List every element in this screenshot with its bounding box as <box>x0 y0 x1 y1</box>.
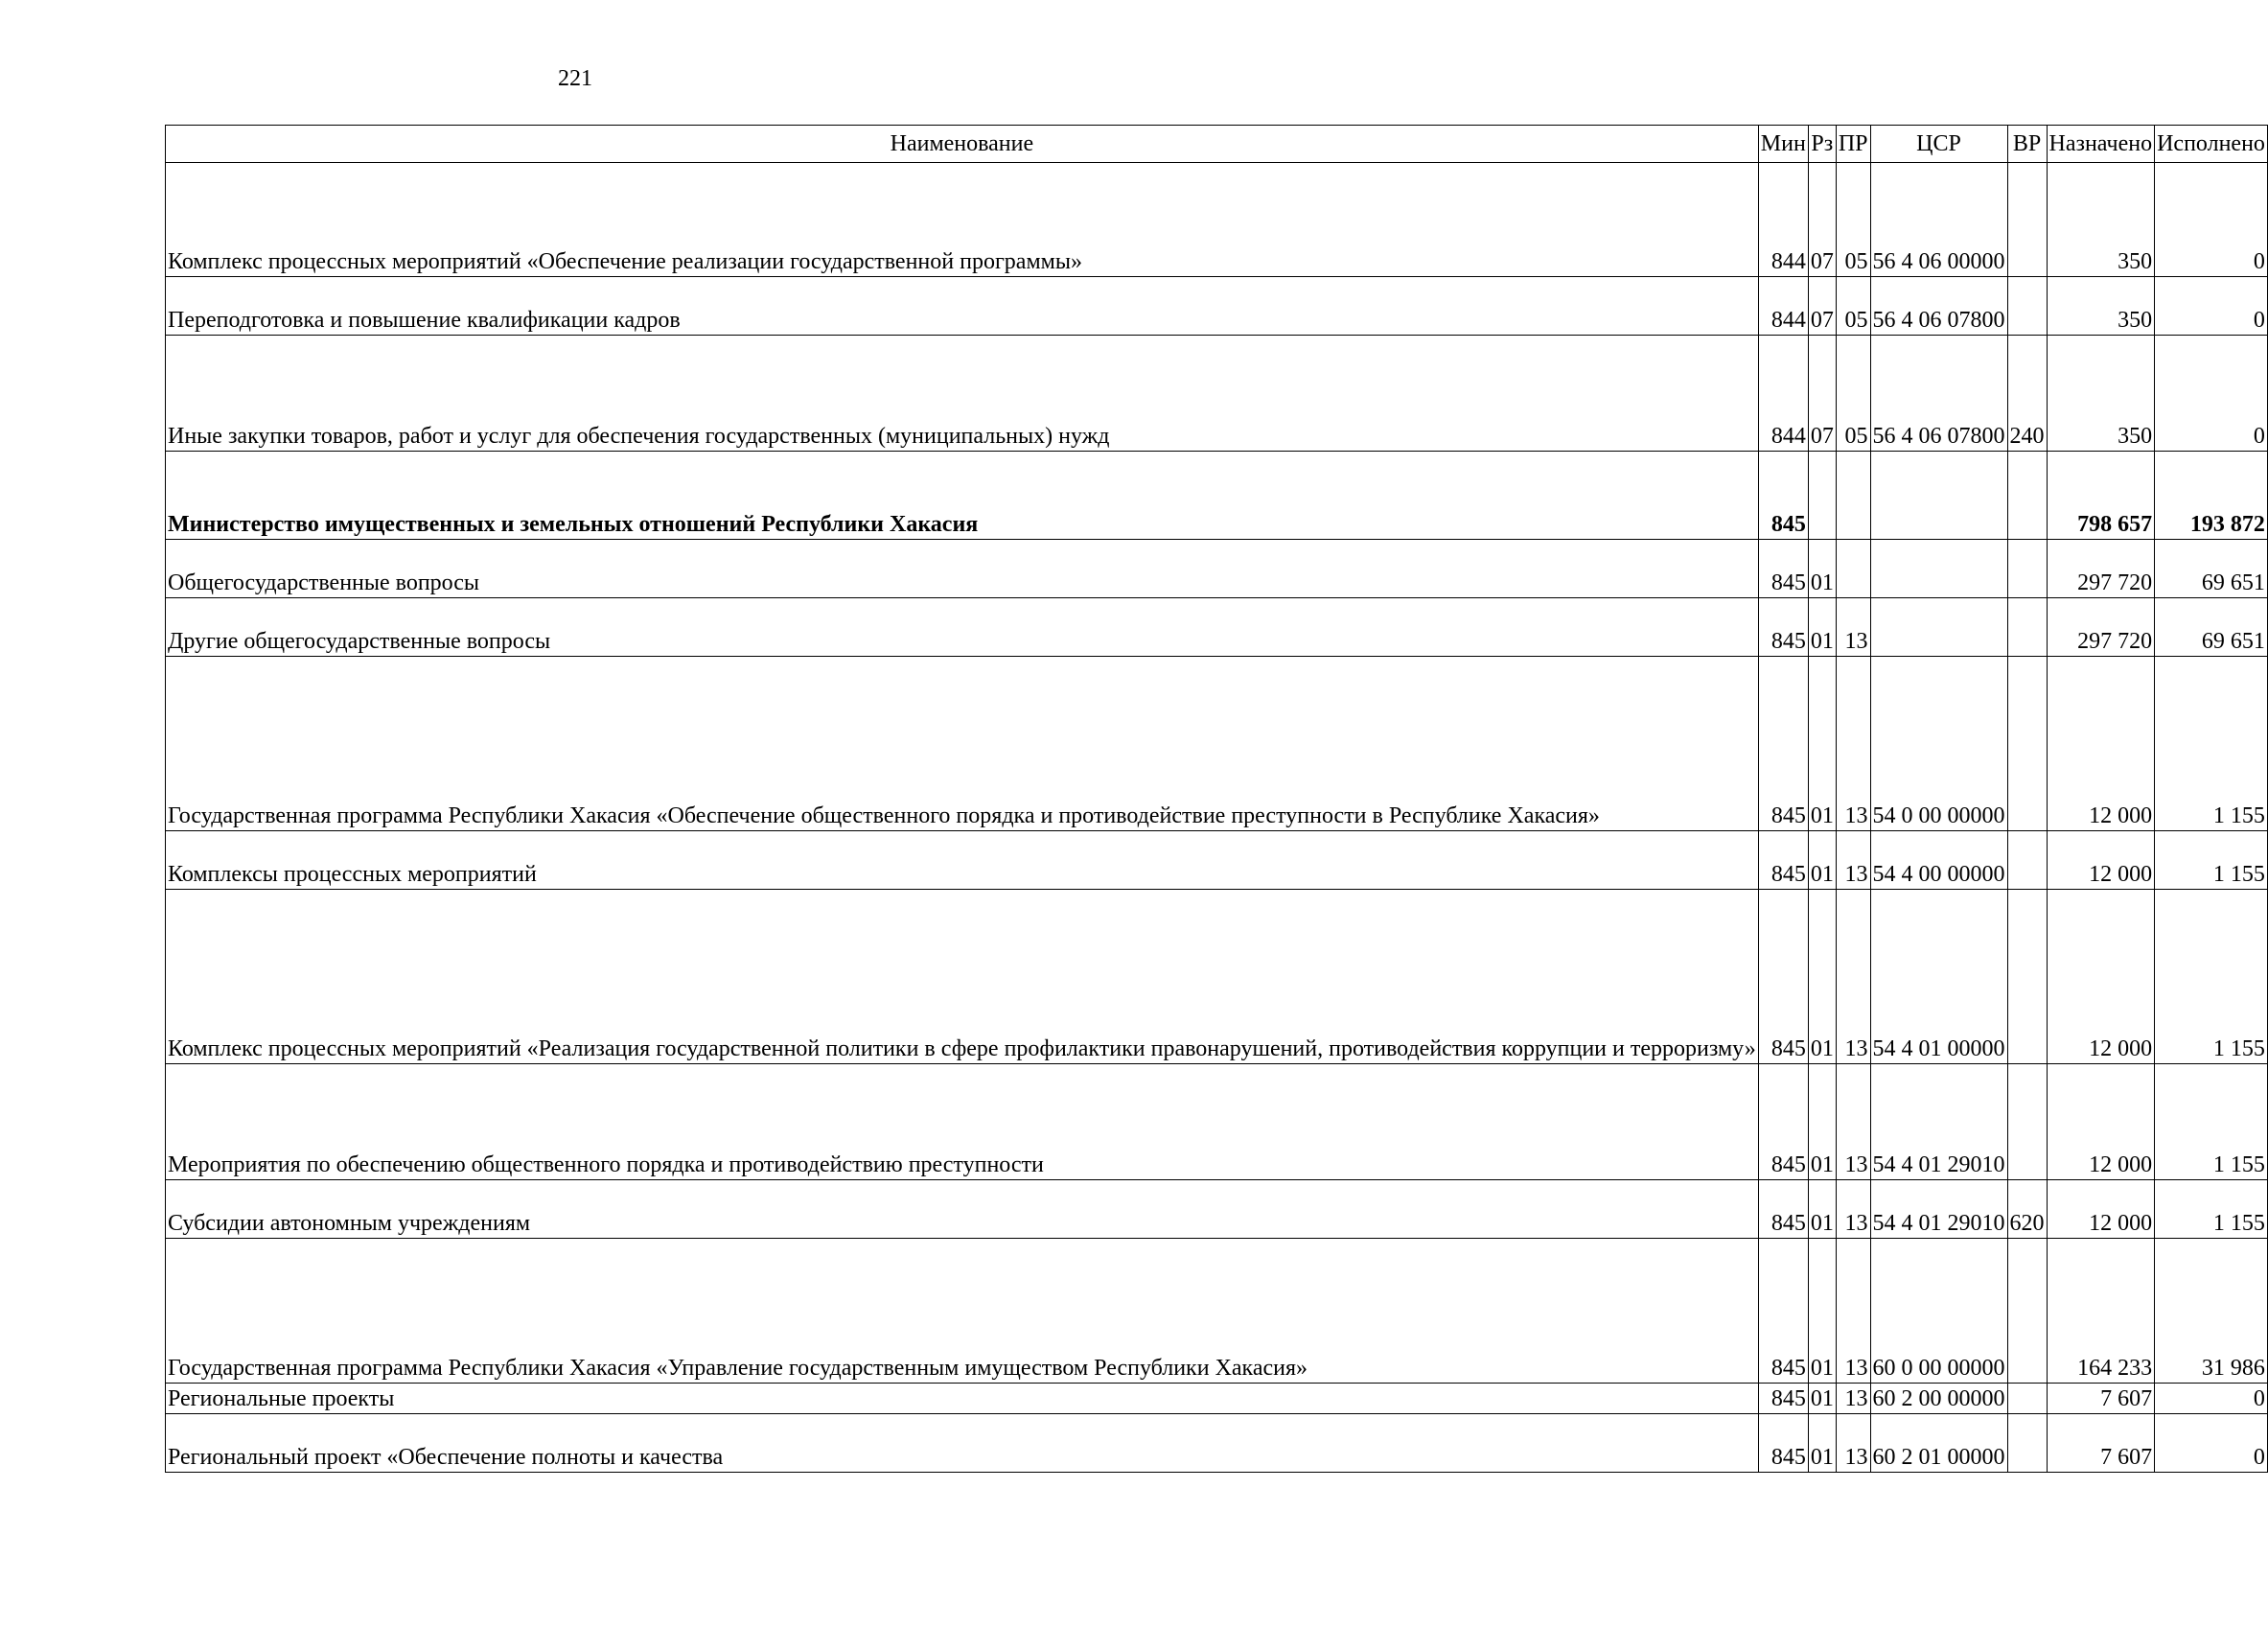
cell-nazn: 297 720 <box>2047 540 2155 598</box>
cell-rz: 01 <box>1808 1384 1836 1414</box>
cell-nazn: 350 <box>2047 277 2155 336</box>
cell-vr <box>2007 1384 2047 1414</box>
cell-csr: 54 4 01 29010 <box>1870 1180 2007 1239</box>
cell-name: Региональные проекты <box>166 1384 1759 1414</box>
cell-name: Региональный проект «Обеспечение полноты и качества <box>166 1414 1759 1473</box>
cell-rz: 01 <box>1808 831 1836 890</box>
header-name: Наименование <box>166 126 1759 163</box>
cell-rz: 01 <box>1808 657 1836 831</box>
cell-nazn: 798 657 <box>2047 452 2155 540</box>
cell-min: 845 <box>1758 1414 1808 1473</box>
cell-name: Комплексы процессных мероприятий <box>166 831 1759 890</box>
cell-pr: 13 <box>1836 1064 1870 1180</box>
cell-pr <box>1836 540 1870 598</box>
cell-rz: 01 <box>1808 1239 1836 1384</box>
cell-csr <box>1870 452 2007 540</box>
header-rz: Рз <box>1808 126 1836 163</box>
cell-isp: 1 155 <box>2155 890 2268 1064</box>
cell-nazn: 7 607 <box>2047 1414 2155 1473</box>
cell-csr: 54 4 01 00000 <box>1870 890 2007 1064</box>
budget-table <box>165 125 2268 1473</box>
cell-pr: 05 <box>1836 277 1870 336</box>
cell-pr <box>1836 452 1870 540</box>
table-row <box>166 336 2268 452</box>
cell-min: 844 <box>1758 336 1808 452</box>
cell-csr: 54 4 01 29010 <box>1870 1064 2007 1180</box>
cell-isp: 0 <box>2155 1384 2268 1414</box>
cell-rz: 01 <box>1808 1414 1836 1473</box>
page-number: 221 <box>558 66 592 91</box>
cell-nazn: 7 607 <box>2047 1384 2155 1414</box>
cell-csr: 54 4 00 00000 <box>1870 831 2007 890</box>
cell-vr <box>2007 890 2047 1064</box>
header-isp: Исполнено <box>2155 126 2268 163</box>
cell-name: Комплекс процессных мероприятий «Реализация государственной политики в сфере профилактики правонарушений, противодействия коррупции и терроризму» <box>166 890 1759 1064</box>
cell-vr <box>2007 1414 2047 1473</box>
cell-isp: 31 986 <box>2155 1239 2268 1384</box>
table-row <box>166 1414 2268 1473</box>
cell-nazn: 12 000 <box>2047 1180 2155 1239</box>
cell-min: 845 <box>1758 1384 1808 1414</box>
cell-pr: 13 <box>1836 890 1870 1064</box>
header-nazn: Назначено <box>2047 126 2155 163</box>
cell-csr: 56 4 06 07800 <box>1870 277 2007 336</box>
cell-min: 845 <box>1758 1239 1808 1384</box>
cell-vr <box>2007 540 2047 598</box>
cell-name: Субсидии автономным учреждениям <box>166 1180 1759 1239</box>
cell-csr: 54 0 00 00000 <box>1870 657 2007 831</box>
table-row <box>166 657 2268 831</box>
cell-min: 845 <box>1758 1180 1808 1239</box>
table-row <box>166 1064 2268 1180</box>
cell-pr: 13 <box>1836 1384 1870 1414</box>
cell-csr: 60 2 01 00000 <box>1870 1414 2007 1473</box>
cell-isp: 193 872 <box>2155 452 2268 540</box>
cell-rz: 07 <box>1808 277 1836 336</box>
cell-pr: 13 <box>1836 1239 1870 1384</box>
cell-rz: 07 <box>1808 163 1836 277</box>
cell-rz: 07 <box>1808 336 1836 452</box>
cell-vr <box>2007 657 2047 831</box>
cell-vr <box>2007 1239 2047 1384</box>
cell-name: Министерство имущественных и земельных отношений Республики Хакасия <box>166 452 1759 540</box>
cell-name: Государственная программа Республики Хакасия «Управление государственным имуществом Республики Хакасия» <box>166 1239 1759 1384</box>
cell-vr <box>2007 1064 2047 1180</box>
cell-name: Другие общегосударственные вопросы <box>166 598 1759 657</box>
cell-rz: 01 <box>1808 1180 1836 1239</box>
cell-name: Государственная программа Республики Хакасия «Обеспечение общественного порядка и противодействие преступности в Республике Хакасия» <box>166 657 1759 831</box>
cell-rz: 01 <box>1808 598 1836 657</box>
header-csr: ЦСР <box>1870 126 2007 163</box>
cell-min: 845 <box>1758 657 1808 831</box>
cell-name: Общегосударственные вопросы <box>166 540 1759 598</box>
cell-nazn: 297 720 <box>2047 598 2155 657</box>
header-pr: ПР <box>1836 126 1870 163</box>
cell-nazn: 12 000 <box>2047 1064 2155 1180</box>
table-row <box>166 890 2268 1064</box>
table-row <box>166 540 2268 598</box>
cell-min: 845 <box>1758 890 1808 1064</box>
cell-pr: 13 <box>1836 598 1870 657</box>
table-row <box>166 1239 2268 1384</box>
cell-isp: 69 651 <box>2155 540 2268 598</box>
cell-csr: 56 4 06 00000 <box>1870 163 2007 277</box>
cell-name: Иные закупки товаров, работ и услуг для обеспечения государственных (муниципальных) нужд <box>166 336 1759 452</box>
cell-vr: 620 <box>2007 1180 2047 1239</box>
cell-isp: 0 <box>2155 163 2268 277</box>
cell-pr: 13 <box>1836 1414 1870 1473</box>
cell-nazn: 164 233 <box>2047 1239 2155 1384</box>
table-header-row <box>166 126 2268 163</box>
cell-csr: 56 4 06 07800 <box>1870 336 2007 452</box>
cell-min: 845 <box>1758 540 1808 598</box>
cell-vr <box>2007 163 2047 277</box>
cell-name: Комплекс процессных мероприятий «Обеспечение реализации государственной программы» <box>166 163 1759 277</box>
cell-isp: 1 155 <box>2155 1180 2268 1239</box>
cell-pr: 05 <box>1836 336 1870 452</box>
cell-csr <box>1870 598 2007 657</box>
cell-nazn: 350 <box>2047 336 2155 452</box>
cell-isp: 0 <box>2155 336 2268 452</box>
cell-isp: 1 155 <box>2155 1064 2268 1180</box>
cell-rz: 01 <box>1808 890 1836 1064</box>
cell-min: 844 <box>1758 163 1808 277</box>
cell-pr: 13 <box>1836 657 1870 831</box>
cell-vr <box>2007 598 2047 657</box>
table-row <box>166 452 2268 540</box>
cell-rz: 01 <box>1808 1064 1836 1180</box>
cell-csr <box>1870 540 2007 598</box>
table-row <box>166 277 2268 336</box>
cell-rz: 01 <box>1808 540 1836 598</box>
cell-isp: 0 <box>2155 1414 2268 1473</box>
cell-vr: 240 <box>2007 336 2047 452</box>
cell-min: 845 <box>1758 452 1808 540</box>
table-row <box>166 163 2268 277</box>
cell-min: 845 <box>1758 1064 1808 1180</box>
cell-isp: 69 651 <box>2155 598 2268 657</box>
cell-pr: 13 <box>1836 831 1870 890</box>
cell-rz <box>1808 452 1836 540</box>
cell-nazn: 350 <box>2047 163 2155 277</box>
cell-vr <box>2007 831 2047 890</box>
header-min: Мин <box>1758 126 1808 163</box>
cell-min: 844 <box>1758 277 1808 336</box>
cell-name: Мероприятия по обеспечению общественного порядка и противодействию преступности <box>166 1064 1759 1180</box>
table-row <box>166 598 2268 657</box>
header-vr: ВР <box>2007 126 2047 163</box>
cell-isp: 1 155 <box>2155 657 2268 831</box>
cell-nazn: 12 000 <box>2047 890 2155 1064</box>
cell-min: 845 <box>1758 831 1808 890</box>
cell-nazn: 12 000 <box>2047 657 2155 831</box>
cell-vr <box>2007 277 2047 336</box>
table-row <box>166 1384 2268 1414</box>
cell-csr: 60 2 00 00000 <box>1870 1384 2007 1414</box>
cell-min: 845 <box>1758 598 1808 657</box>
cell-isp: 1 155 <box>2155 831 2268 890</box>
cell-isp: 0 <box>2155 277 2268 336</box>
table-row <box>166 1180 2268 1239</box>
table-row <box>166 831 2268 890</box>
cell-pr: 13 <box>1836 1180 1870 1239</box>
cell-pr: 05 <box>1836 163 1870 277</box>
cell-csr: 60 0 00 00000 <box>1870 1239 2007 1384</box>
cell-vr <box>2007 452 2047 540</box>
cell-nazn: 12 000 <box>2047 831 2155 890</box>
cell-name: Переподготовка и повышение квалификации кадров <box>166 277 1759 336</box>
